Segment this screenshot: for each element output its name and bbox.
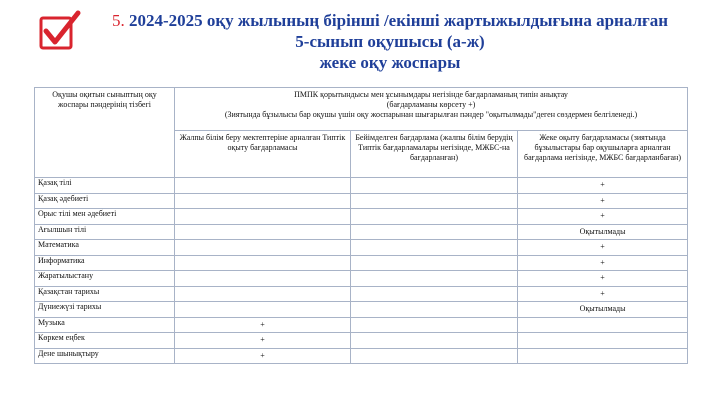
adapted-cell [351, 286, 518, 302]
individual-cell: Оқытылмады [518, 302, 688, 318]
individual-cell: + [518, 286, 688, 302]
individual-cell [518, 317, 688, 333]
standard-cell: + [175, 348, 351, 364]
table-row [35, 240, 688, 256]
title-line-1: 5. 2024-2025 оқу жылының бірінші /екінші жартыжылдығына арналған [111, 11, 669, 30]
individual-cell: + [518, 178, 688, 194]
adapted-program-header: Бейімделген бағдарлама (жалпы білім берудің Типтік бағдарламалары негізінде, МЖБС-на бағдарланған) [351, 131, 518, 178]
standard-cell: + [175, 317, 351, 333]
individual-cell: + [518, 271, 688, 287]
adapted-cell [351, 302, 518, 318]
title-line-2: 5-сынып оқушысы (а-ж) [295, 32, 485, 51]
checkmark-logo-icon [38, 9, 82, 53]
standard-cell [175, 209, 351, 225]
table-row [35, 317, 688, 333]
standard-cell [175, 193, 351, 209]
subject-cell: Ағылшын тілі [35, 224, 175, 240]
adapted-cell [351, 317, 518, 333]
standard-program-header: Жалпы білім беру мектептеріне арналған Типтік оқыту бағдарламасы [175, 131, 351, 178]
adapted-cell [351, 271, 518, 287]
table-row [35, 178, 688, 194]
table-row [35, 255, 688, 271]
adapted-cell [351, 224, 518, 240]
individual-cell: + [518, 255, 688, 271]
table-row [35, 271, 688, 287]
table-row [35, 193, 688, 209]
table-row [35, 348, 688, 364]
standard-cell [175, 178, 351, 194]
individual-cell [518, 333, 688, 349]
individual-cell: + [518, 193, 688, 209]
table-row [35, 302, 688, 318]
subject-cell: Математика [35, 240, 175, 256]
adapted-cell [351, 209, 518, 225]
standard-cell: + [175, 333, 351, 349]
subject-cell: Қазақ тілі [35, 178, 175, 194]
standard-cell [175, 240, 351, 256]
individual-program-header: Жеке оқыту бағдарламасы (зиятында бұзылыстары бар оқушыларға арналған бағдарлама негізінде, МЖБС бағдарланбаған) [518, 131, 688, 178]
standard-cell [175, 255, 351, 271]
individual-plan-table [34, 87, 688, 364]
title-line-3: жеке оқу жоспары [319, 53, 461, 72]
subject-cell: Информатика [35, 255, 175, 271]
program-type-header: ПМПК қорытындысы мен ұсынымдары негізінде бағдарламаның типін анықтау (бағдарламаны көрсету +) (Зиятында бұзылысы бар оқушы үшін оқу жоспарынан шығарылған пәндер "оқытылмады"деген сөздермен белгіленеді.) [175, 88, 688, 131]
individual-cell: + [518, 209, 688, 225]
table-row [35, 224, 688, 240]
subject-cell: Дүниежүзі тарихы [35, 302, 175, 318]
individual-cell: Оқытылмады [518, 224, 688, 240]
subject-cell: Қазақ әдебиеті [35, 193, 175, 209]
subjects-column-header: Оқушы оқитын сыныптың оқу жоспары пәндерінің тізбегі [35, 88, 175, 178]
table-row [35, 286, 688, 302]
standard-cell [175, 271, 351, 287]
standard-cell [175, 224, 351, 240]
subject-cell: Музыка [35, 317, 175, 333]
individual-cell [518, 348, 688, 364]
adapted-cell [351, 240, 518, 256]
title-number: 5. [111, 11, 129, 30]
subject-cell: Көркем еңбек [35, 333, 175, 349]
standard-cell [175, 302, 351, 318]
standard-cell [175, 286, 351, 302]
subject-cell: Дене шынықтыру [35, 348, 175, 364]
adapted-cell [351, 178, 518, 194]
adapted-cell [351, 193, 518, 209]
table-row [35, 333, 688, 349]
page-title [80, 10, 700, 73]
adapted-cell [351, 333, 518, 349]
adapted-cell [351, 348, 518, 364]
subject-cell: Жаратылыстану [35, 271, 175, 287]
adapted-cell [351, 255, 518, 271]
subject-cell: Орыс тілі мен әдебиеті [35, 209, 175, 225]
table-row [35, 209, 688, 225]
subject-cell: Қазақстан тарихы [35, 286, 175, 302]
individual-cell: + [518, 240, 688, 256]
